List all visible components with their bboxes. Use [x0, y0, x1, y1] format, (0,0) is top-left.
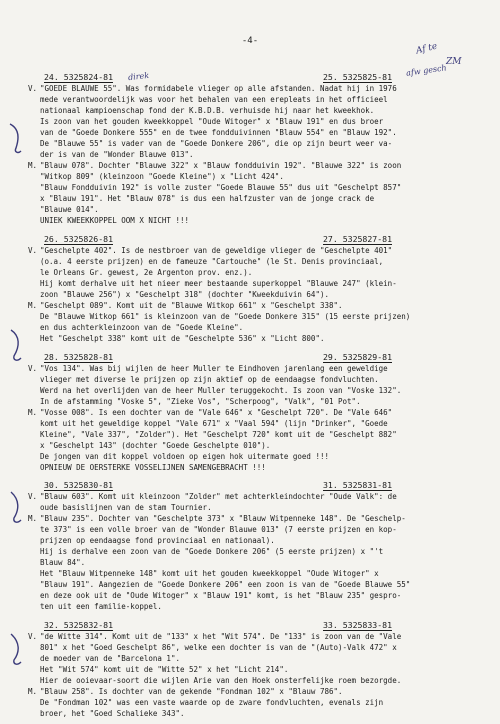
- ring-number-left: 24. 5325824-81: [44, 72, 114, 82]
- text-line: [28, 462, 478, 473]
- pair-section: [28, 72, 478, 226]
- sex-marker: [28, 127, 40, 138]
- text-line: [28, 642, 478, 653]
- line-text: Het "Geschelpt 338" komt uit de "Geschelpte 536" x "Licht 800".: [40, 334, 325, 343]
- sex-marker: V.: [28, 84, 38, 93]
- ring-number-right: 29. 5325829-81: [323, 352, 393, 362]
- line-text: mede verantwoordelijk was voor het behalen van een erepleats in het officieel: [40, 95, 388, 104]
- line-text: "Blauw 603". Komt uit kleinzoon "Zolder" met achterkleindochter "Oude Valk": de: [40, 492, 397, 501]
- sex-marker: [28, 204, 40, 215]
- sex-marker: [28, 462, 40, 473]
- text-line: [28, 429, 478, 440]
- line-text: "GOEDE BLAUWE 55". Was formidabele vlieger op alle afstanden. Nadat hij in 1976: [40, 84, 397, 93]
- sex-marker: [28, 590, 40, 601]
- line-text: Het "Wit 574" komt uit de "Witte 52" x het "Licht 214".: [40, 665, 289, 674]
- pair-section: [28, 352, 478, 473]
- sex-marker: M.: [28, 301, 38, 310]
- pair-section: [28, 234, 478, 344]
- text-line: [28, 83, 478, 94]
- text-line: [28, 557, 478, 568]
- ring-numbers: [28, 352, 478, 363]
- sex-marker: [28, 418, 40, 429]
- sex-marker: [28, 697, 40, 708]
- line-text: prijzen op eendaagse fond provinciaal en nationaal).: [40, 536, 275, 545]
- text-line: [28, 601, 478, 612]
- handwritten-note: afw gesch: [405, 63, 448, 78]
- pair-section: [28, 620, 478, 719]
- text-line: [28, 322, 478, 333]
- line-text: oude basislijnen van de stam Tournier.: [40, 503, 212, 512]
- margin-pen-mark: [8, 630, 24, 670]
- line-text: De "Blauwe 55" is vader van de "Goede Donkere 206", die op zijn beurt weer va-: [40, 139, 393, 148]
- line-text: vlieger met diverse le prijzen op zijn aktief op de eendaagse fondvluchten.: [40, 375, 379, 384]
- sex-marker: M.: [28, 408, 38, 417]
- text-line: [28, 546, 478, 557]
- line-text: Werd na het overlijden van de heer Muller teruggekocht. Is zoon van "Voske 132".: [40, 386, 402, 395]
- sex-marker: [28, 171, 40, 182]
- line-text: UNIEK KWEEKKOPPEL OOM X NICHT !!!: [40, 216, 190, 225]
- text-line: [28, 440, 478, 451]
- line-text: "Blauw 235". Dochter van "Geschelpte 373" x "Blauw Witpenneke 148". De "Geschelp-: [40, 514, 406, 523]
- sex-marker: M.: [28, 687, 38, 696]
- ring-numbers: [28, 72, 478, 83]
- line-text: "Blauw 191". Aangezien de "Goede Donkere 206" een zoon is van de "Goede Blauwe 55": [40, 580, 411, 589]
- line-text: ten uit een familie-koppel.: [40, 602, 162, 611]
- handwritten-note: ZM: [446, 57, 462, 67]
- margin-pen-mark: [8, 118, 24, 158]
- text-line: [28, 193, 478, 204]
- sex-marker: [28, 278, 40, 289]
- line-text: broer, het "Goed Schalieke 343".: [40, 709, 185, 718]
- line-text: en dus achterkleinzoon van de "Goede Kleine".: [40, 323, 244, 332]
- line-text: Kleine", "Vale 337", "Zolder"). Het "Geschelpt 720" komt uit de "Geschelpt 882": [40, 430, 397, 439]
- text-line: [28, 182, 478, 193]
- text-line: [28, 278, 478, 289]
- line-text: de moeder van de "Barcelona 1".: [40, 654, 180, 663]
- sex-marker: [28, 94, 40, 105]
- sex-marker: [28, 193, 40, 204]
- sex-marker: M.: [28, 514, 38, 523]
- text-line: [28, 524, 478, 535]
- line-text: Blauw 84".: [40, 558, 86, 567]
- handwritten-note: Af te: [415, 41, 439, 57]
- sex-marker: V.: [28, 364, 38, 373]
- sex-marker: [28, 429, 40, 440]
- text-line: [28, 631, 478, 642]
- sex-marker: [28, 105, 40, 116]
- line-text: 801" x het "Goed Geschelpt 86", welke een dochter is van de "(Auto)-Valk 472" x: [40, 643, 397, 652]
- text-line: [28, 94, 478, 105]
- line-text: "Blauw Fondduivin 192" is volle zuster "Goede Blauwe 55" dus uit "Geschelpt 857": [40, 183, 402, 192]
- text-line: [28, 105, 478, 116]
- line-text: Hij is derhalve een zoon van de "Goede Donkere 206" (5 eerste prijzen) x "'t: [40, 547, 384, 556]
- line-text: te 373" is een volle broer van de "Wonder Blauwe 013" (7 eerste prijzen en kop-: [40, 525, 397, 534]
- sex-marker: [28, 535, 40, 546]
- text-line: [28, 333, 478, 344]
- text-line: [28, 171, 478, 182]
- text-line: [28, 451, 478, 462]
- sex-marker: [28, 451, 40, 462]
- sex-marker: [28, 502, 40, 513]
- line-text: x "Geschelpt 143" (dochter "Goede Geschelpte 010").: [40, 441, 271, 450]
- text-line: [28, 396, 478, 407]
- text-line: [28, 675, 478, 686]
- line-text: Het "Blauw Witpenneke 148" komt uit het gouden kweekkoppel "Oude Witoger" x: [40, 569, 379, 578]
- ring-number-left: 28. 5325828-81: [44, 352, 114, 362]
- ring-numbers: [28, 620, 478, 631]
- text-line: [28, 579, 478, 590]
- line-text: nationaal kampioenschap fond der K.B.D.B. verhuisde hij naar het kweekhok.: [40, 106, 375, 115]
- ring-number-right: 31. 5325831-81: [323, 480, 393, 490]
- sex-marker: [28, 311, 40, 322]
- sex-marker: [28, 116, 40, 127]
- sex-marker: [28, 440, 40, 451]
- text-line: [28, 160, 478, 171]
- sex-marker: [28, 653, 40, 664]
- line-text: le Orleans Gr. gewest, 2e Argenton prov. enz.).: [40, 268, 253, 277]
- ring-numbers: [28, 480, 478, 491]
- ring-number-right: 27. 5325827-81: [323, 234, 393, 244]
- line-text: "Blauw 078". Dochter "Blauwe 322" x "Blauw fondduivin 192". "Blauwe 322" is zoon: [40, 161, 402, 170]
- sex-marker: [28, 642, 40, 653]
- line-text: "Geschelpte 402". Is de nestbroer van de geweldige vlieger de "Geschelpte 401": [40, 246, 393, 255]
- line-text: "de Witte 314". Komt uit de "133" x het "Wit 574". De "133" is zoon van de "Vale: [40, 632, 402, 641]
- text-line: [28, 590, 478, 601]
- sex-marker: V.: [28, 246, 38, 255]
- text-line: [28, 149, 478, 160]
- line-text: De "Blauwe Witkop 661" is kleinzoon van de "Goede Donkere 315" (15 eerste prijzen): [40, 312, 411, 321]
- text-line: [28, 363, 478, 374]
- line-text: De jongen van dit koppel voldoen op eigen hok uitermate goed !!!: [40, 452, 329, 461]
- sex-marker: [28, 675, 40, 686]
- text-line: [28, 289, 478, 300]
- sex-marker: [28, 664, 40, 675]
- text-line: [28, 418, 478, 429]
- sex-marker: V.: [28, 632, 38, 641]
- sex-marker: [28, 546, 40, 557]
- text-line: [28, 311, 478, 322]
- line-text: zoon "Blauwe 256") x "Geschelpt 318" (dochter "Kweekduivin 64").: [40, 290, 329, 299]
- text-line: [28, 267, 478, 278]
- text-line: [28, 653, 478, 664]
- sex-marker: [28, 333, 40, 344]
- sex-marker: [28, 579, 40, 590]
- text-line: [28, 215, 478, 226]
- margin-pen-mark: [8, 326, 24, 366]
- sex-marker: [28, 708, 40, 719]
- text-line: [28, 407, 478, 418]
- text-line: [28, 513, 478, 524]
- text-line: [28, 502, 478, 513]
- line-text: Hier de ooievaar-soort die wijlen Arie van den Hoek onsterfelijke roem bezorgde.: [40, 676, 402, 685]
- sex-marker: [28, 374, 40, 385]
- ring-number-right: 33. 5325833-81: [323, 620, 393, 630]
- line-text: Is zoon van het gouden kweekkoppel "Oude Witoger" x "Blauw 191" en dus broer: [40, 117, 384, 126]
- ring-number-left: 32. 5325832-81: [44, 620, 114, 630]
- text-line: [28, 256, 478, 267]
- line-text: en deze ook uit de "Oude Witoger" x "Blauw 191" komt, is het "Blauw 235" gespro-: [40, 591, 402, 600]
- text-line: [28, 138, 478, 149]
- line-text: "Blauwe 014".: [40, 205, 99, 214]
- line-text: komt uit het geweldige koppel "Vale 671" x "Vaal 594" (lijn "Drinker", "Goede: [40, 419, 388, 428]
- sex-marker: [28, 182, 40, 193]
- text-line: [28, 300, 478, 311]
- sex-marker: [28, 215, 40, 226]
- ring-number-right: 25. 5325825-81: [323, 72, 393, 82]
- pair-section: [28, 480, 478, 612]
- line-text: "Vos 134". Was bij wijlen de heer Muller te Eindhoven jarenlang een geweldige: [40, 364, 388, 373]
- ring-numbers: [28, 234, 478, 245]
- line-text: (o.a. 4 eerste prijzen) en de fameuze "Cartouche" (le St. Denis provinciaal,: [40, 257, 384, 266]
- ring-number-left: 30. 5325830-81: [44, 480, 114, 490]
- sex-marker: [28, 524, 40, 535]
- line-text: "Blauw 258". Is dochter van de gekende "Fondman 102" x "Blauw 786".: [40, 687, 343, 696]
- sex-marker: [28, 138, 40, 149]
- line-text: der is van de "Wonder Blauwe 013".: [40, 150, 194, 159]
- text-line: [28, 686, 478, 697]
- line-text: van de "Goede Donkere 555" en de twee fondduivinnen "Blauw 554" en "Blauw 192".: [40, 128, 397, 137]
- sex-marker: M.: [28, 161, 38, 170]
- line-text: OPNIEUW DE OERSTERKE VOSSELIJNEN SAMENGEBRACHT !!!: [40, 463, 266, 472]
- line-text: De "Fondman 102" was een vaste waarde op de zware fondvluchten, evenals zijn: [40, 698, 384, 707]
- sex-marker: [28, 601, 40, 612]
- text-line: [28, 116, 478, 127]
- text-line: [28, 664, 478, 675]
- text-line: [28, 374, 478, 385]
- handwritten-note: direk: [127, 70, 150, 83]
- sex-marker: [28, 385, 40, 396]
- sex-marker: [28, 557, 40, 568]
- sex-marker: [28, 267, 40, 278]
- text-line: [28, 568, 478, 579]
- sex-marker: [28, 289, 40, 300]
- sex-marker: V.: [28, 492, 38, 501]
- sex-marker: [28, 149, 40, 160]
- ring-number-left: 26. 5325826-81: [44, 234, 114, 244]
- text-line: [28, 708, 478, 719]
- line-text: Hij komt derhalve uit het nieer meer bestaande superkoppel "Blauwe 247" (klein-: [40, 279, 397, 288]
- margin-pen-mark: [8, 488, 24, 528]
- text-line: [28, 245, 478, 256]
- text-line: [28, 127, 478, 138]
- line-text: "Vosse 008". Is een dochter van de "Vale 646" x "Geschelpt 720". De "Vale 646": [40, 408, 393, 417]
- sex-marker: [28, 256, 40, 267]
- text-line: [28, 204, 478, 215]
- line-text: In de afstamming "Voske 5", "Zieke Vos", "Scherpoog", "Valk", "01 Pot".: [40, 397, 361, 406]
- sex-marker: [28, 396, 40, 407]
- page-number: -4-: [241, 36, 259, 46]
- line-text: "Witkop 809" (kleinzoon "Goede Kleine") x "Licht 424".: [40, 172, 284, 181]
- text-line: [28, 535, 478, 546]
- text-line: [28, 491, 478, 502]
- line-text: "Geschelpt 089". Komt uit de "Blauwe Witkop 661" x "Geschelpt 338".: [40, 301, 343, 310]
- sex-marker: [28, 568, 40, 579]
- text-line: [28, 697, 478, 708]
- text-line: [28, 385, 478, 396]
- line-text: x "Blauw 191". Het "Blauw 078" is dus een halfzuster van de jonge crack de: [40, 194, 375, 203]
- sex-marker: [28, 322, 40, 333]
